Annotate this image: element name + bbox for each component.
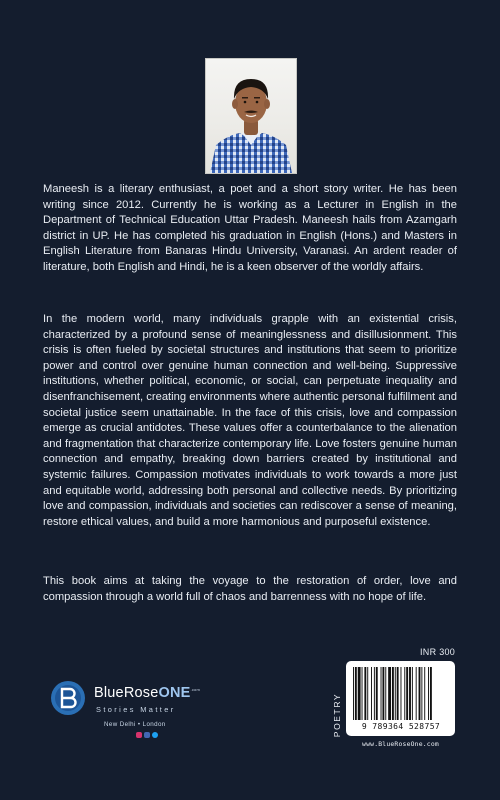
book-aim: This book aims at taking the voyage to the restoration of order, love and compassion through a world full of chaos and barrenness with no hope of life.	[43, 575, 457, 603]
publisher-logo	[50, 680, 240, 750]
publisher-name	[94, 685, 200, 701]
genre-label	[330, 680, 344, 750]
author-bio: Maneesh is a literary enthusiast, a poet and a short story writer. He has been writing since 2012. Currently he is working as a Lecturer in English in the Department of Technical Education Uttar Pradesh. Maneesh hails from Azamgarh district in UP. He has completed his graduation in English (Hons.) and Masters in English Literature from Banaras Hindu University, Varanasi. An ardent reader of literature, both English and Hindi, he is a keen observer of the worldly affairs.	[43, 183, 457, 273]
publisher-name-part1: BlueRose	[94, 685, 159, 701]
twitter-icon	[152, 732, 158, 738]
publisher-tagline: Stories Matter	[96, 705, 176, 714]
book-synopsis: In the modern world, many individuals grapple with an existential crisis, characterized by a profound sense of meaninglessness and disillusionment. This crisis is often fueled by societal structures and institutions that seem to prioritize power and control over genuine human connection and well-being. Suppressive institutions, whether political, economic, or social, can perpetuate inequality and disenfranchisement, creating environments where authentic personal fulfillment and societal justice seem unattainable. In the face of this crisis, love and compassion emerge as crucial antidotes. These values offer a counterbalance to the alienation and fragmentation that characterize contemporary life. Love fosters genuine human connection and empathy, breaking down barriers created by institutional and systemic failures. Compassion motivates individuals to work towards a more just and equitable world, addressing both personal and collective needs. By prioritizing love and compassion, individuals and societies can rediscover a sense of meaning, restore ethical values, and build a more harmonious and purposeful existence.	[43, 313, 457, 528]
publisher-locations: New Delhi • London	[104, 721, 166, 728]
genre-text: POETRY	[332, 692, 342, 738]
price-label: INR 300	[420, 647, 456, 657]
social-icons	[136, 732, 158, 738]
publisher-name-superscript: .com	[190, 687, 200, 693]
author-photo	[205, 58, 297, 174]
publisher-website: www.BlueRoseOne.com	[362, 740, 439, 748]
isbn-number: 9 789364 528757	[361, 722, 441, 731]
bluerose-logo-icon	[50, 680, 86, 716]
facebook-icon	[144, 732, 150, 738]
author-portrait-icon	[206, 59, 296, 173]
publisher-name-part2: ONE	[158, 685, 191, 701]
instagram-icon	[136, 732, 142, 738]
